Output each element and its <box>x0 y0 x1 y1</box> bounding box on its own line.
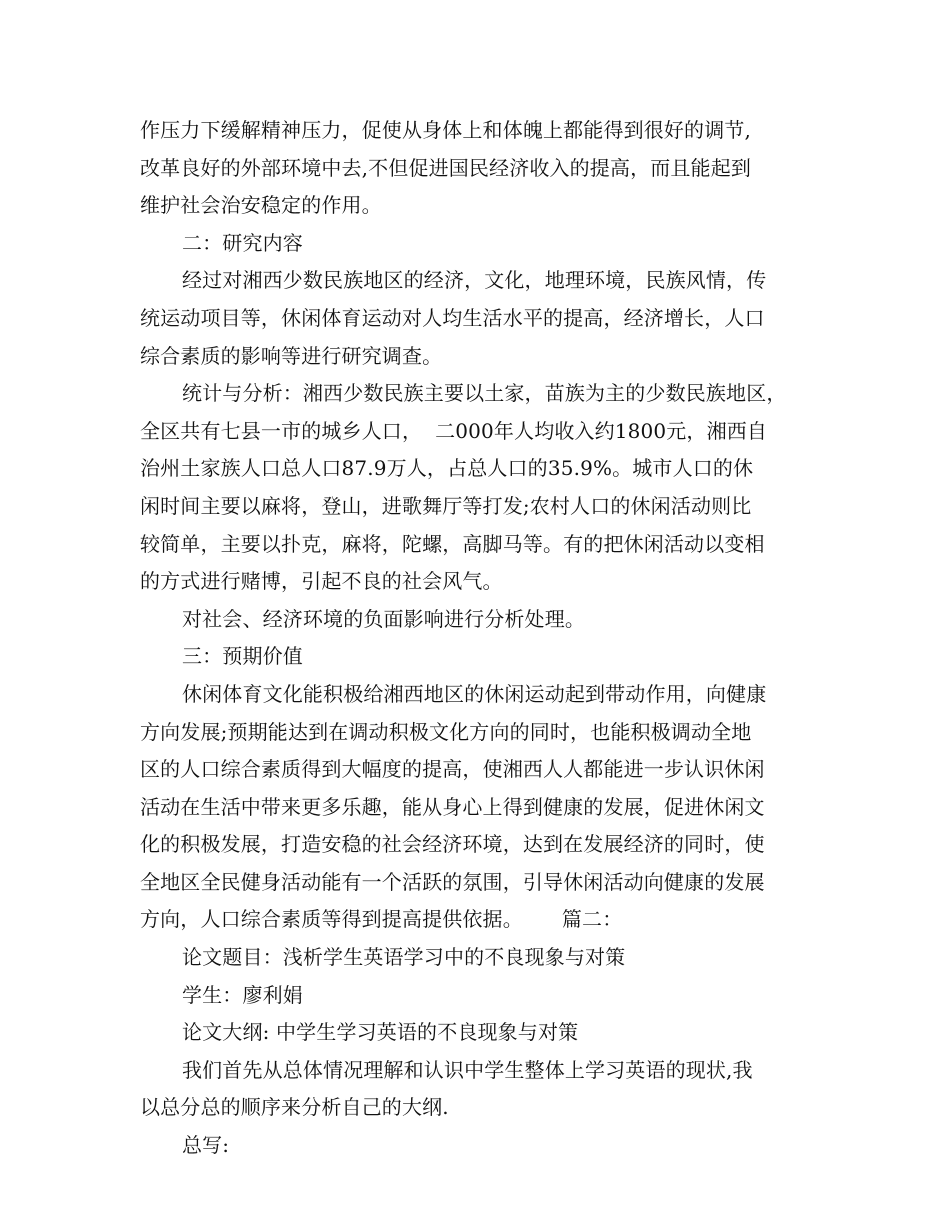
text-line: 方向，人口综合素质等得到提高提供依据。 篇二： <box>140 907 623 932</box>
text-line: 区的人口综合素质得到大幅度的提高，使湘西人人都能进一步认识休闲 <box>140 757 765 782</box>
outline-line: 论文大纲: 中学生学习英语的不良现象与对策 <box>182 1020 579 1045</box>
text-line: 维护社会治安稳定的作用。 <box>140 193 382 218</box>
text-line: 较简单，主要以扑克，麻将，陀螺，高脚马等。有的把休闲活动以变相 <box>140 531 765 556</box>
text-line: 全区共有七县一市的城乡人口， 二000年人均收入约1800元，湘西自 <box>140 418 768 443</box>
text-line: 改革良好的外部环境中去,不但促进国民经济收入的提高，而且能起到 <box>140 155 752 180</box>
text-line: 方向发展;预期能达到在调动积极文化方向的同时，也能积极调动全地 <box>140 719 752 744</box>
paper-title-line: 论文题目：浅析学生英语学习中的不良现象与对策 <box>182 945 626 970</box>
text-line: 闲时间主要以麻将，登山，进歌舞厅等打发;农村人口的休闲活动则比 <box>140 493 752 518</box>
section-heading-expected-value: 三：预期价值 <box>182 644 303 669</box>
document-body <box>140 112 820 1165</box>
text-line: 综合素质的影响等进行研究调查。 <box>140 343 443 368</box>
text-line: 治州土家族人口总人口87.9万人，占总人口的35.9%。城市人口的休 <box>140 456 754 481</box>
text-line: 休闲体育文化能积极给湘西地区的休闲运动起到带动作用，向健康 <box>182 681 767 706</box>
text-line: 我们首先从总体情况理解和认识中学生整体上学习英语的现状,我 <box>182 1057 753 1082</box>
student-line: 学生：廖利娟 <box>182 982 303 1007</box>
section-heading-research-content: 二：研究内容 <box>182 230 303 255</box>
text-line: 全地区全民健身活动能有一个活跃的氛围，引导休闲活动向健康的发展 <box>140 869 765 894</box>
text-line: 总写: <box>182 1133 230 1158</box>
text-line: 统运动项目等，休闲体育运动对人均生活水平的提高，经济增长，人口 <box>140 305 765 330</box>
text-line: 经过对湘西少数民族地区的经济，文化，地理环境，民族风情，传 <box>182 268 767 293</box>
text-line: 活动在生活中带来更多乐趣，能从身心上得到健康的发展，促进休闲文 <box>140 794 765 819</box>
text-line: 化的积极发展，打造安稳的社会经济环境，达到在发展经济的同时，使 <box>140 832 765 857</box>
text-line: 的方式进行赌博，引起不良的社会风气。 <box>140 569 503 594</box>
text-line: 作压力下缓解精神压力，促使从身体上和体魄上都能得到很好的调节, <box>140 118 752 142</box>
text-line: 对社会、经济环境的负面影响进行分析处理。 <box>182 606 585 631</box>
text-line: 统计与分析：湘西少数民族主要以土家，苗族为主的少数民族地区， <box>182 381 787 406</box>
text-line: 以总分总的顺序来分析自己的大纲. <box>140 1095 449 1120</box>
